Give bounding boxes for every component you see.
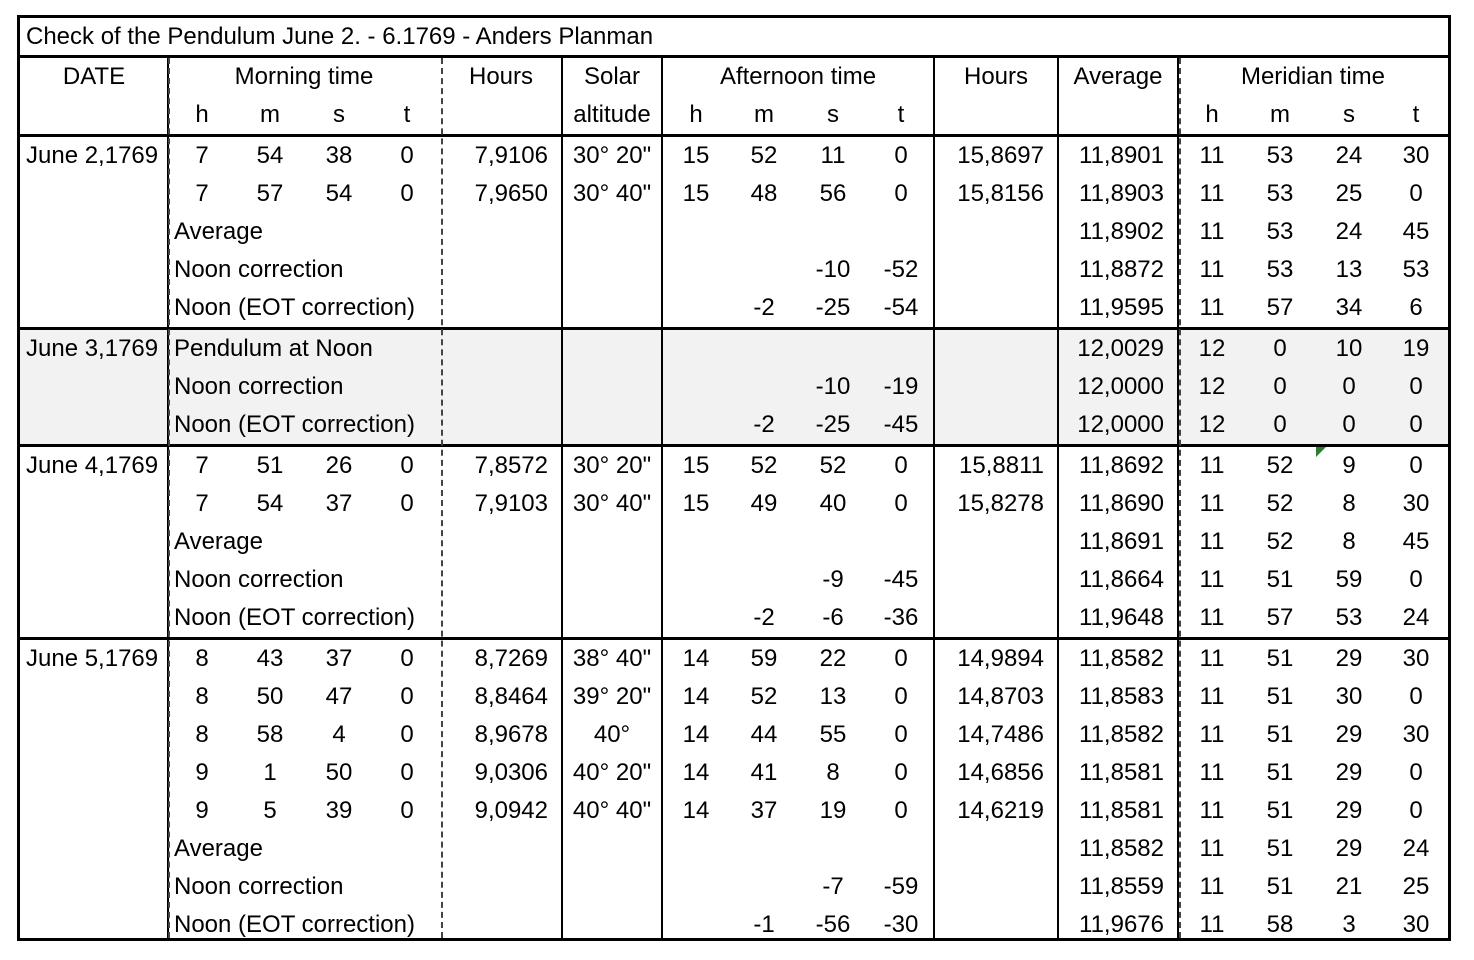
cell-hours2: 14,9894 [957, 645, 1044, 672]
cell-rh: 12 [1198, 373, 1226, 400]
date-cell: June 3,1769 [26, 335, 159, 362]
column-separator-dashed [441, 58, 443, 938]
cell-at: 0 [894, 142, 908, 169]
cell-rs: 24 [1335, 218, 1363, 245]
cell-rh: 12 [1198, 411, 1226, 438]
cell-mm: 43 [256, 645, 284, 672]
header-hours-2: Hours [963, 63, 1029, 90]
cell-rt: 45 [1402, 528, 1430, 555]
cell-hours2: 14,6856 [957, 759, 1044, 786]
cell-rt: 30 [1402, 142, 1430, 169]
cell-as: -9 [822, 566, 844, 593]
cell-rh: 11 [1199, 294, 1225, 321]
row-label: Noon (EOT correction) [174, 411, 415, 438]
cell-ah: 14 [682, 759, 710, 786]
cell-avg: 11,8903 [1079, 180, 1164, 207]
cell-as: 52 [819, 452, 847, 479]
cell-as: 8 [826, 759, 840, 786]
cell-mm: 50 [256, 683, 284, 710]
cell-mh: 7 [195, 180, 209, 207]
cell-rh: 11 [1199, 142, 1225, 169]
cell-rs: 59 [1335, 566, 1363, 593]
cell-mt: 0 [400, 490, 414, 517]
header-solar: Solar [583, 63, 641, 90]
cell-hours2: 14,8703 [957, 683, 1044, 710]
cell-as: -25 [815, 411, 851, 438]
cell-ah: 14 [682, 721, 710, 748]
cell-ah: 14 [682, 645, 710, 672]
row-label: Noon correction [174, 566, 344, 593]
cell-ms: 54 [325, 180, 353, 207]
cell-as: -6 [822, 604, 844, 631]
cell-avg: 11,8582 [1079, 645, 1164, 672]
cell-avg: 11,8583 [1079, 683, 1164, 710]
cell-rs: 29 [1335, 797, 1363, 824]
cell-mt: 0 [400, 797, 414, 824]
cell-as: 11 [820, 142, 846, 169]
cell-rm: 51 [1266, 721, 1294, 748]
cell-hours: 7,9106 [474, 142, 548, 169]
cell-as: 13 [819, 683, 847, 710]
cell-rs: 29 [1335, 759, 1363, 786]
cell-avg: 11,8690 [1079, 490, 1164, 517]
cell-rt: 30 [1402, 645, 1430, 672]
cell-rs: 53 [1335, 604, 1363, 631]
cell-rm: 51 [1266, 645, 1294, 672]
cell-sol: 30° 40" [572, 180, 652, 207]
cell-rh: 12 [1198, 335, 1226, 362]
cell-at: -30 [883, 911, 919, 938]
table-grid [20, 58, 1448, 938]
cell-at: 0 [894, 797, 908, 824]
cell-as: -7 [822, 873, 844, 900]
cell-mm: 5 [263, 797, 277, 824]
cell-at: -45 [883, 566, 919, 593]
row-label: Noon (EOT correction) [174, 604, 415, 631]
cell-ms: 38 [325, 142, 353, 169]
cell-rh: 11 [1199, 566, 1225, 593]
cell-rt: 0 [1409, 411, 1423, 438]
cell-rm: 51 [1266, 759, 1294, 786]
cell-rt: 24 [1402, 835, 1430, 862]
cell-sol: 38° 40" [572, 645, 652, 672]
header-unit-rt: t [1412, 101, 1420, 128]
cell-rm: 0 [1273, 373, 1287, 400]
cell-at: 0 [894, 683, 908, 710]
cell-at: 0 [894, 180, 908, 207]
cell-at: -45 [883, 411, 919, 438]
cell-rm: 51 [1266, 835, 1294, 862]
cell-mt: 0 [400, 180, 414, 207]
header-meridian-time: Meridian time [1240, 63, 1386, 90]
cell-rs: 24 [1335, 142, 1363, 169]
cell-am: 37 [750, 797, 778, 824]
column-separator [561, 58, 563, 938]
cell-rt: 19 [1402, 335, 1430, 362]
header-unit-ms: s [333, 101, 345, 128]
cell-avg: 11,8872 [1079, 256, 1164, 283]
cell-am: 52 [750, 452, 778, 479]
cell-sol: 30° 40" [572, 490, 652, 517]
cell-rm: 51 [1266, 683, 1294, 710]
cell-rt: 30 [1402, 490, 1430, 517]
cell-avg: 11,8902 [1079, 218, 1164, 245]
cell-rt: 25 [1402, 873, 1430, 900]
date-cell: June 5,1769 [26, 645, 159, 672]
row-label: Average [174, 835, 263, 862]
cell-mm: 51 [256, 452, 284, 479]
cell-mh: 8 [195, 645, 209, 672]
cell-am: -2 [753, 411, 775, 438]
header-unit-mm: m [260, 101, 280, 128]
cell-avg: 11,9676 [1079, 911, 1164, 938]
header-morning-time: Morning time [234, 63, 374, 90]
cell-rh: 11 [1199, 490, 1225, 517]
header-unit-ah: h [689, 101, 703, 128]
cell-rt: 24 [1402, 604, 1430, 631]
cell-at: 0 [894, 721, 908, 748]
header-unit-mt: t [403, 101, 411, 128]
cell-ah: 15 [682, 142, 710, 169]
cell-rt: 53 [1402, 256, 1430, 283]
cell-sol: 40° 20" [572, 759, 652, 786]
cell-rs: 8 [1342, 528, 1356, 555]
cell-mt: 0 [400, 759, 414, 786]
cell-as: 40 [819, 490, 847, 517]
cell-rt: 30 [1402, 911, 1430, 938]
row-label: Noon correction [174, 256, 344, 283]
cell-rs: 30 [1335, 683, 1363, 710]
cell-hours2: 15,8278 [957, 490, 1044, 517]
header-unit-as: s [827, 101, 839, 128]
cell-avg: 11,9595 [1079, 294, 1164, 321]
cell-rs: 0 [1342, 373, 1356, 400]
cell-ms: 37 [325, 490, 353, 517]
cell-avg: 11,9648 [1079, 604, 1164, 631]
cell-ah: 15 [682, 180, 710, 207]
cell-avg: 12,0029 [1077, 335, 1164, 362]
cell-sol: 39° 20" [572, 683, 652, 710]
cell-avg: 11,8664 [1079, 566, 1164, 593]
column-separator [933, 58, 935, 938]
cell-rh: 11 [1199, 873, 1225, 900]
header-afternoon-time: Afternoon time [719, 63, 877, 90]
row-label: Noon correction [174, 873, 344, 900]
cell-at: 0 [894, 490, 908, 517]
cell-ms: 26 [325, 452, 353, 479]
cell-rs: 25 [1335, 180, 1363, 207]
cell-rm: 51 [1266, 797, 1294, 824]
cell-mm: 1 [263, 759, 277, 786]
cell-rh: 11 [1199, 180, 1225, 207]
cell-rt: 0 [1409, 373, 1423, 400]
cell-rs: 29 [1335, 835, 1363, 862]
row-label: Average [174, 528, 263, 555]
cell-mh: 7 [195, 452, 209, 479]
cell-am: 44 [750, 721, 778, 748]
cell-am: -2 [753, 294, 775, 321]
cell-mh: 7 [195, 490, 209, 517]
cell-rs: 0 [1342, 411, 1356, 438]
cell-ah: 14 [682, 797, 710, 824]
cell-at: 0 [894, 645, 908, 672]
row-separator [20, 637, 1448, 640]
cell-rm: 0 [1273, 335, 1287, 362]
cell-sol: 40° [593, 721, 631, 748]
row-label: Pendulum at Noon [174, 335, 373, 362]
cell-avg: 11,8901 [1079, 142, 1164, 169]
cell-hours: 7,9650 [474, 180, 548, 207]
cell-rm: 53 [1266, 142, 1294, 169]
cell-sol: 30° 20" [572, 142, 652, 169]
cell-as: 19 [819, 797, 847, 824]
cell-rh: 11 [1199, 528, 1225, 555]
cell-hours: 8,9678 [474, 721, 548, 748]
cell-mh: 8 [195, 683, 209, 710]
cell-avg: 11,8692 [1079, 452, 1164, 479]
cell-rm: 0 [1273, 411, 1287, 438]
cell-at: -36 [883, 604, 919, 631]
cell-as: 56 [819, 180, 847, 207]
cell-am: 41 [750, 759, 778, 786]
cell-as: 55 [819, 721, 847, 748]
cell-rh: 11 [1199, 256, 1225, 283]
cell-mh: 7 [195, 142, 209, 169]
cell-rt: 30 [1402, 721, 1430, 748]
cell-mm: 54 [256, 490, 284, 517]
cell-avg: 11,8582 [1079, 721, 1164, 748]
cell-rh: 11 [1199, 721, 1225, 748]
cell-hours: 9,0306 [474, 759, 548, 786]
cell-hours2: 15,8156 [957, 180, 1044, 207]
cell-mh: 8 [195, 721, 209, 748]
cell-am: 52 [750, 142, 778, 169]
column-separator-dashed [1179, 58, 1181, 938]
cell-rm: 52 [1266, 452, 1294, 479]
cell-as: -25 [815, 294, 851, 321]
cell-hours2: 15,8697 [957, 142, 1044, 169]
cell-ah: 14 [682, 683, 710, 710]
cell-hours2: 15,8811 [959, 452, 1044, 479]
cell-rt: 0 [1409, 566, 1423, 593]
header-hours: Hours [468, 63, 534, 90]
cell-mt: 0 [400, 645, 414, 672]
cell-rm: 53 [1266, 180, 1294, 207]
cell-rt: 0 [1409, 759, 1423, 786]
cell-rm: 52 [1266, 490, 1294, 517]
cell-ms: 47 [325, 683, 353, 710]
cell-at: -59 [883, 873, 919, 900]
cell-rs: 13 [1335, 256, 1363, 283]
cell-avg: 12,0000 [1077, 373, 1164, 400]
row-separator [20, 134, 1448, 137]
cell-rm: 51 [1266, 566, 1294, 593]
column-separator [1057, 58, 1059, 938]
cell-rt: 45 [1402, 218, 1430, 245]
header-unit-rh: h [1205, 101, 1219, 128]
cell-am: -2 [753, 604, 775, 631]
cell-mt: 0 [400, 452, 414, 479]
cell-am: 59 [750, 645, 778, 672]
cell-ms: 37 [325, 645, 353, 672]
cell-mt: 0 [400, 683, 414, 710]
cell-hours2: 14,6219 [957, 797, 1044, 824]
cell-am: 48 [750, 180, 778, 207]
cell-rs: 29 [1335, 645, 1363, 672]
cell-rs: 34 [1335, 294, 1363, 321]
cell-avg: 11,8581 [1079, 759, 1164, 786]
cell-ah: 15 [682, 490, 710, 517]
row-separator [20, 327, 1448, 330]
header-unit-am: m [754, 101, 774, 128]
header-altitude: altitude [573, 101, 651, 128]
cell-rs: 3 [1342, 911, 1356, 938]
cell-rm: 53 [1266, 256, 1294, 283]
cell-avg: 11,8581 [1079, 797, 1164, 824]
cell-sol: 40° 40" [572, 797, 652, 824]
cell-avg: 12,0000 [1077, 411, 1164, 438]
cell-rh: 11 [1199, 645, 1225, 672]
cell-sol: 30° 20" [572, 452, 652, 479]
cell-rm: 58 [1266, 911, 1294, 938]
cell-hours: 8,8464 [474, 683, 548, 710]
header-unit-rs: s [1343, 101, 1355, 128]
cell-as: -10 [815, 373, 851, 400]
cell-hours: 7,9103 [474, 490, 548, 517]
date-column-edge [168, 58, 170, 938]
cell-rs: 9 [1342, 452, 1356, 479]
cell-rt: 0 [1409, 452, 1423, 479]
cell-hours: 9,0942 [474, 797, 548, 824]
cell-rh: 11 [1199, 911, 1225, 938]
cell-as: -10 [815, 256, 851, 283]
cell-ms: 4 [332, 721, 346, 748]
cell-avg: 11,8582 [1079, 835, 1164, 862]
cell-rm: 51 [1266, 873, 1294, 900]
header-average: Average [1073, 63, 1163, 90]
header-unit-rm: m [1270, 101, 1290, 128]
cell-rm: 52 [1266, 528, 1294, 555]
row-label: Noon (EOT correction) [174, 294, 415, 321]
cell-hours2: 14,7486 [957, 721, 1044, 748]
cell-at: -19 [883, 373, 919, 400]
cell-at: 0 [894, 759, 908, 786]
cell-rm: 57 [1266, 604, 1294, 631]
column-separator [661, 58, 663, 938]
cell-rt: 0 [1409, 180, 1423, 207]
comment-marker-icon [1316, 447, 1326, 457]
cell-rh: 11 [1199, 604, 1225, 631]
date-cell: June 4,1769 [26, 452, 159, 479]
cell-mm: 54 [256, 142, 284, 169]
cell-mt: 0 [400, 721, 414, 748]
cell-ms: 50 [325, 759, 353, 786]
cell-rt: 0 [1409, 683, 1423, 710]
cell-mm: 57 [256, 180, 284, 207]
cell-hours: 8,7269 [474, 645, 548, 672]
cell-rt: 6 [1409, 294, 1423, 321]
cell-rh: 11 [1199, 452, 1225, 479]
date-cell: June 2,1769 [26, 142, 159, 169]
cell-rm: 57 [1266, 294, 1294, 321]
cell-am: -1 [753, 911, 775, 938]
cell-mh: 9 [195, 797, 209, 824]
cell-avg: 11,8559 [1079, 873, 1164, 900]
table-title: Check of the Pendulum June 2. - 6.1769 - Anders Planman [20, 18, 1448, 58]
cell-ms: 39 [325, 797, 353, 824]
row-label: Average [174, 218, 263, 245]
header-date: DATE [62, 63, 126, 90]
cell-rs: 21 [1335, 873, 1363, 900]
header-unit-mh: h [195, 101, 209, 128]
cell-ah: 15 [682, 452, 710, 479]
cell-at: -54 [883, 294, 919, 321]
cell-rh: 11 [1199, 759, 1225, 786]
cell-am: 49 [750, 490, 778, 517]
cell-at: 0 [894, 452, 908, 479]
cell-at: -52 [883, 256, 919, 283]
cell-rt: 0 [1409, 797, 1423, 824]
cell-mh: 9 [195, 759, 209, 786]
cell-mt: 0 [400, 142, 414, 169]
row-separator [20, 444, 1448, 447]
row-label: Noon (EOT correction) [174, 911, 415, 938]
cell-rh: 11 [1199, 797, 1225, 824]
cell-as: 22 [819, 645, 847, 672]
cell-rs: 10 [1335, 335, 1363, 362]
cell-rh: 11 [1199, 683, 1225, 710]
cell-am: 52 [750, 683, 778, 710]
cell-rh: 11 [1199, 218, 1225, 245]
cell-mm: 58 [256, 721, 284, 748]
cell-hours: 7,8572 [474, 452, 548, 479]
row-label: Noon correction [174, 373, 344, 400]
cell-rs: 8 [1342, 490, 1356, 517]
cell-as: -56 [815, 911, 851, 938]
header-unit-at: t [897, 101, 905, 128]
cell-rh: 11 [1199, 835, 1225, 862]
cell-avg: 11,8691 [1079, 528, 1164, 555]
cell-rm: 53 [1266, 218, 1294, 245]
pendulum-table [17, 15, 1451, 941]
cell-rs: 29 [1335, 721, 1363, 748]
